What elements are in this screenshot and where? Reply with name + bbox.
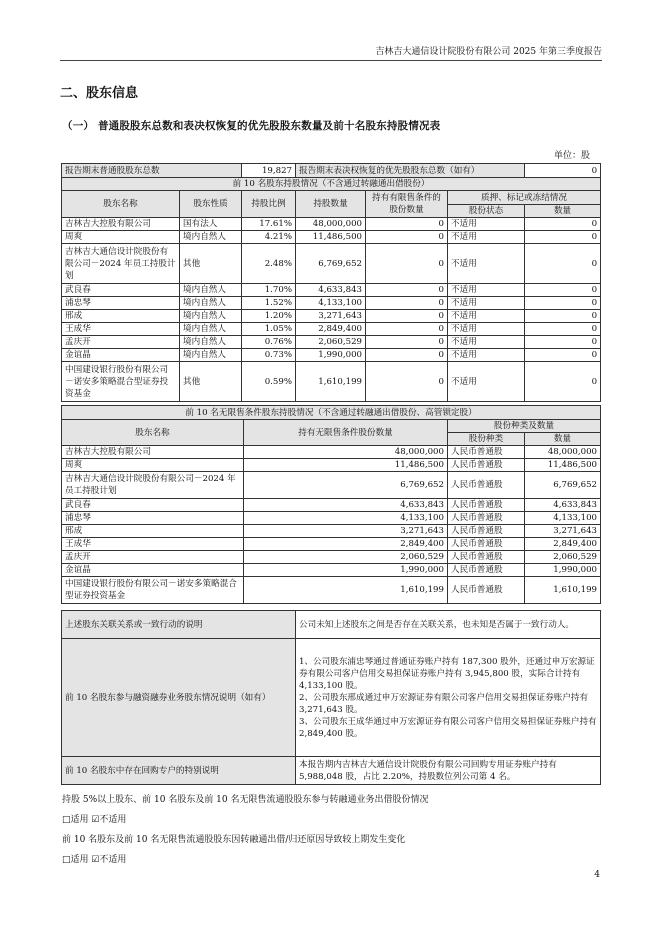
buyback-text: 本报告期内吉林吉大通信设计院股份有限公司回购专用证券账户持有 5,988,048 股，占比 2.20%，持股数位列公司第 4 名。 [296, 757, 601, 785]
top10-shareholders-table [61, 163, 601, 402]
cell-count: 3,271,643 [525, 525, 601, 538]
cell-nature: 境内自然人 [180, 284, 242, 297]
cell-count: 48,000,000 [525, 446, 601, 459]
cell-name: 王成华 [62, 538, 244, 551]
cell-name: 中国建设银行股份有限公司－诺安多策略混合型证券投资基金 [62, 362, 180, 402]
cell-nature: 境内自然人 [180, 297, 242, 310]
table-row [62, 564, 601, 577]
cell-count: 0 [525, 336, 601, 349]
cell-qty: 4,133,100 [296, 297, 366, 310]
cell-restricted: 0 [366, 336, 448, 349]
page-number: 4 [594, 870, 600, 880]
cell-name: 浦忠琴 [62, 512, 244, 525]
cell-qty: 3,271,643 [296, 310, 366, 323]
table-row [62, 459, 601, 472]
margin-text-2: 2、公司股东邢成通过申万宏源证券有限公司客户信用交易担保证券账户持有 3,271,643 股。 [299, 692, 589, 715]
cell-qty: 3,271,643 [244, 525, 448, 538]
table-row [62, 310, 601, 323]
unrestricted-shareholders-table [61, 405, 601, 604]
related-label: 上述股东关联关系或一致行动的说明 [62, 611, 296, 639]
section-title: 二、股东信息 [60, 86, 139, 101]
cell-restricted: 0 [366, 244, 448, 284]
col-header-name: 股东名称 [62, 420, 244, 446]
cell-status: 不适用 [448, 349, 525, 362]
cell-count: 0 [525, 297, 601, 310]
cell-nature: 境内自然人 [180, 349, 242, 362]
cell-restricted: 0 [366, 218, 448, 231]
table-row [62, 336, 601, 349]
cell-qty: 11,486,500 [244, 459, 448, 472]
unit-label: 单位：股 [553, 151, 590, 161]
margin-label: 前 10 名股东参与融资融券业务股东情况说明（如有） [62, 639, 296, 757]
cell-type: 人民币普通股 [448, 525, 525, 538]
table-row [62, 297, 601, 310]
cell-nature: 境内自然人 [180, 336, 242, 349]
table-row [62, 323, 601, 336]
cell-nature: 其他 [180, 244, 242, 284]
table-row [62, 538, 601, 551]
lending-applicability: □适用 ☑不适用 [62, 815, 127, 825]
cell-ratio: 2.48% [242, 244, 296, 284]
cell-ratio: 1.05% [242, 323, 296, 336]
cell-name: 吉林吉大通信设计院股份有限公司－2024 年员工持股计划 [62, 244, 180, 284]
cell-name: 吉林吉大控股有限公司 [62, 218, 180, 231]
cell-nature: 境内自然人 [180, 310, 242, 323]
cell-type: 人民币普通股 [448, 459, 525, 472]
col-header-unrestricted-qty: 持有无限售条件股份数量 [244, 420, 448, 446]
table-row [62, 362, 601, 402]
cell-count: 4,133,100 [525, 512, 601, 525]
col-header-ratio: 持股比例 [242, 191, 296, 218]
cell-nature: 其他 [180, 362, 242, 402]
buyback-label: 前 10 名股东中存在回购专户的特别说明 [62, 757, 296, 785]
cell-type: 人民币普通股 [448, 472, 525, 499]
cell-count: 0 [525, 362, 601, 402]
cell-ratio: 0.59% [242, 362, 296, 402]
cell-count: 0 [525, 244, 601, 284]
summary-label-common: 报告期末普通股股东总数 [62, 164, 242, 178]
cell-qty: 6,769,652 [244, 472, 448, 499]
summary-value-preferred: 0 [525, 164, 601, 178]
table-row [62, 231, 601, 244]
cell-ratio: 17.61% [242, 218, 296, 231]
cell-name: 王成华 [62, 323, 180, 336]
cell-name: 武良春 [62, 284, 180, 297]
unrestricted-caption: 前 10 名无限售条件股东持股情况（不含通过转融通出借股份、高管锁定股） [62, 406, 601, 420]
cell-status: 不适用 [448, 323, 525, 336]
cell-ratio: 1.52% [242, 297, 296, 310]
cell-status: 不适用 [448, 297, 525, 310]
top10-caption: 前 10 名股东持股情况（不含通过转融通出借股份） [62, 178, 601, 191]
cell-name: 中国建设银行股份有限公司－诺安多策略混合型证券投资基金 [62, 577, 244, 604]
margin-text-3: 3、公司股东王成华通过申万宏源证券有限公司客户信用交易担保证券账户持有 2,849,400 股。 [299, 716, 597, 739]
col-header-nature: 股东性质 [180, 191, 242, 218]
col-header-name: 股东名称 [62, 191, 180, 218]
table-row [62, 244, 601, 284]
cell-status: 不适用 [448, 336, 525, 349]
lending-note: 持股 5%以上股东、前 10 名股东及前 10 名无限售流通股股东参与转融通业务出借股份情况 [62, 795, 429, 805]
cell-restricted: 0 [366, 284, 448, 297]
cell-qty: 4,633,843 [244, 499, 448, 512]
table-row [62, 525, 601, 538]
summary-value-common: 19,827 [242, 164, 296, 178]
cell-type: 人民币普通股 [448, 551, 525, 564]
cell-qty: 1,610,199 [296, 362, 366, 402]
cell-ratio: 4.21% [242, 231, 296, 244]
cell-type: 人民币普通股 [448, 538, 525, 551]
cell-restricted: 0 [366, 310, 448, 323]
table-row [62, 472, 601, 499]
cell-name: 浦忠琴 [62, 297, 180, 310]
table-row [62, 499, 601, 512]
cell-name: 金谊晶 [62, 564, 244, 577]
cell-ratio: 1.20% [242, 310, 296, 323]
cell-qty: 2,849,400 [244, 538, 448, 551]
cell-qty: 48,000,000 [244, 446, 448, 459]
cell-qty: 11,486,500 [296, 231, 366, 244]
change-applicability: □适用 ☑不适用 [62, 855, 127, 865]
cell-count: 2,849,400 [525, 538, 601, 551]
cell-qty: 2,060,529 [296, 336, 366, 349]
cell-type: 人民币普通股 [448, 446, 525, 459]
cell-restricted: 0 [366, 297, 448, 310]
cell-type: 人民币普通股 [448, 564, 525, 577]
cell-count: 0 [525, 284, 601, 297]
cell-count: 1,990,000 [525, 564, 601, 577]
cell-restricted: 0 [366, 231, 448, 244]
col-header-type: 股份种类 [448, 433, 525, 446]
cell-ratio: 0.76% [242, 336, 296, 349]
margin-text-1: 1、公司股东浦忠琴通过普通证券账户持有 187,300 股外，还通过申万宏源证券有限公司客户信用交易担保证券账户持有 3,945,800 股，实际合计持有 4,133,100 股。 [299, 656, 595, 691]
cell-count: 1,610,199 [525, 577, 601, 604]
cell-status: 不适用 [448, 310, 525, 323]
col-header-type-group: 股份种类及数量 [448, 420, 601, 433]
cell-status: 不适用 [448, 362, 525, 402]
cell-count: 2,060,529 [525, 551, 601, 564]
subsection-title: （一） 普通股股东总数和表决权恢复的优先股股东数量及前十名股东持股情况表 [62, 120, 441, 132]
cell-restricted: 0 [366, 349, 448, 362]
col-header-qty: 持股数量 [296, 191, 366, 218]
notes-table [61, 610, 601, 785]
cell-nature: 境内自然人 [180, 231, 242, 244]
cell-status: 不适用 [448, 218, 525, 231]
cell-ratio: 0.73% [242, 349, 296, 362]
cell-name: 孟庆开 [62, 551, 244, 564]
cell-type: 人民币普通股 [448, 499, 525, 512]
table-row [62, 551, 601, 564]
page-header [60, 44, 602, 61]
cell-count: 0 [525, 231, 601, 244]
cell-qty: 4,633,843 [296, 284, 366, 297]
cell-count: 0 [525, 323, 601, 336]
change-note: 前 10 名股东及前 10 名无限售流通股股东因转融通出借/归还原因导致较上期发生变化 [62, 835, 406, 845]
cell-type: 人民币普通股 [448, 577, 525, 604]
cell-ratio: 1.70% [242, 284, 296, 297]
cell-restricted: 0 [366, 362, 448, 402]
cell-status: 不适用 [448, 284, 525, 297]
col-header-pledge: 质押、标记或冻结情况 [448, 191, 601, 205]
cell-name: 邢成 [62, 310, 180, 323]
table-row [62, 349, 601, 362]
cell-count: 11,486,500 [525, 459, 601, 472]
cell-qty: 1,610,199 [244, 577, 448, 604]
cell-name: 邢成 [62, 525, 244, 538]
cell-count: 0 [525, 310, 601, 323]
cell-status: 不适用 [448, 231, 525, 244]
cell-name: 孟庆开 [62, 336, 180, 349]
cell-status: 不适用 [448, 244, 525, 284]
cell-qty: 2,060,529 [244, 551, 448, 564]
report-title: 吉林吉大通信设计院股份有限公司 2025 年第三季度报告 [375, 47, 602, 57]
cell-count: 0 [525, 218, 601, 231]
cell-qty: 1,990,000 [296, 349, 366, 362]
cell-name: 吉林吉大通信设计院股份有限公司－2024 年员工持股计划 [62, 472, 244, 499]
cell-name: 周爽 [62, 459, 244, 472]
cell-qty: 6,769,652 [296, 244, 366, 284]
cell-qty: 1,990,000 [244, 564, 448, 577]
cell-type: 人民币普通股 [448, 512, 525, 525]
cell-count: 6,769,652 [525, 472, 601, 499]
summary-label-preferred: 报告期末表决权恢复的优先股股东总数（如有） [296, 164, 525, 178]
cell-nature: 国有法人 [180, 218, 242, 231]
margin-text [296, 639, 601, 757]
col-header-count: 数量 [525, 433, 601, 446]
cell-qty: 48,000,000 [296, 218, 366, 231]
table-row [62, 284, 601, 297]
cell-name: 金谊晶 [62, 349, 180, 362]
table-row [62, 446, 601, 459]
col-header-restricted: 持有有限售条件的股份数量 [366, 191, 448, 218]
cell-name: 周爽 [62, 231, 180, 244]
table-row [62, 218, 601, 231]
col-header-count: 数量 [525, 205, 601, 218]
cell-count: 0 [525, 349, 601, 362]
cell-restricted: 0 [366, 323, 448, 336]
cell-qty: 2,849,400 [296, 323, 366, 336]
cell-name: 武良春 [62, 499, 244, 512]
table-row [62, 577, 601, 604]
cell-count: 4,633,843 [525, 499, 601, 512]
table-row [62, 512, 601, 525]
cell-name: 吉林吉大控股有限公司 [62, 446, 244, 459]
cell-nature: 境内自然人 [180, 323, 242, 336]
cell-qty: 4,133,100 [244, 512, 448, 525]
col-header-status: 股份状态 [448, 205, 525, 218]
related-text: 公司未知上述股东之间是否存在关联关系，也未知是否属于一致行动人。 [296, 611, 601, 639]
